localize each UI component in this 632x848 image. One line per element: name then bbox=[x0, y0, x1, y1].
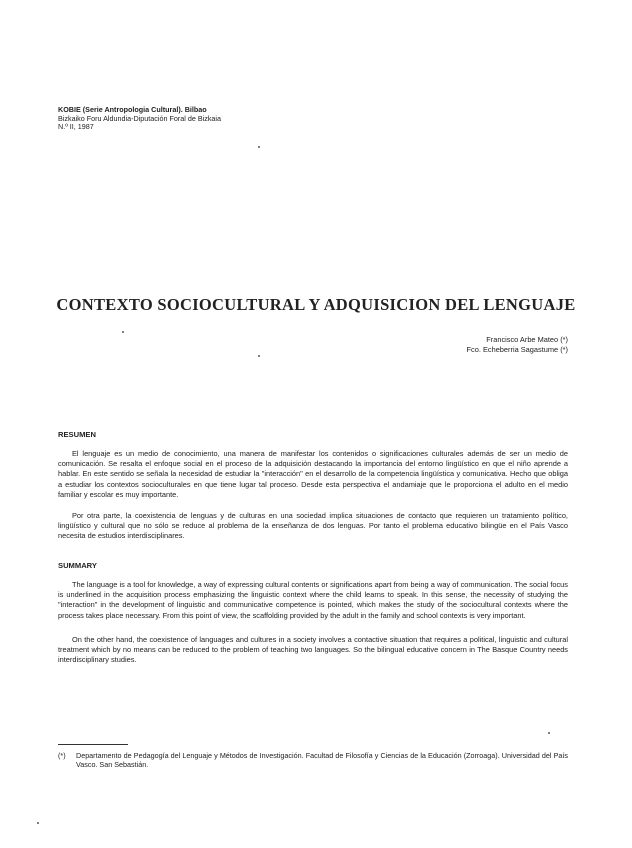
summary-paragraph-1: The language is a tool for knowledge, a way of expressing cultural contents or significations apart from being a way of communication. The social focus is underlined in the acquisition process emphasizing the linguistic context where the child learns to speak. In this sense, the necessity of studying the "interaction" in the development of linguistic and communicative competence is pointed, which makes the study of the sociocultural contexts where the process takes place necessary. From this point of view, the scaffolding provided by the adult in the family and school contexts is very important. bbox=[58, 580, 568, 620]
footnote-text: Departamento de Pedagogía del Lenguaje y Métodos de Investigación. Facultad de Filosofía y Ciencias de la Educación (Zorroaga). Universidad del País Vasco. San Sebastián. bbox=[76, 751, 568, 770]
header-journal: KOBIE (Serie Antropologia Cultural). Bilbao bbox=[58, 105, 207, 114]
article-title: CONTEXTO SOCIOCULTURAL Y ADQUISICION DEL LENGUAJE bbox=[56, 295, 576, 314]
publication-header bbox=[58, 106, 318, 132]
footnote-rule bbox=[58, 744, 128, 745]
footnote-mark: (*) bbox=[58, 751, 66, 760]
summary-paragraph-2: On the other hand, the coexistence of languages and cultures in a society involves a contactive situation that requires a political, linguistic and cultural treatment which by no means can be reduced to the problem of teaching two languages. So the bilingual educative concern in The Basque Country needs interdisciplinary studies. bbox=[58, 635, 568, 665]
scan-speck bbox=[548, 732, 550, 734]
author-2: Fco. Echeberria Sagastume (*) bbox=[466, 345, 568, 354]
footnote bbox=[58, 751, 568, 770]
header-publisher: Bizkaiko Foru Aldundia-Diputación Foral de Bizkaia bbox=[58, 113, 221, 123]
author-1: Francisco Arbe Mateo (*) bbox=[486, 335, 568, 344]
resumen-paragraph-1: El lenguaje es un medio de conocimiento, una manera de manifestar los contenidos o significaciones culturales además de ser un medio de comunicación. Se resalta el enfoque social en el proceso de la adquisición destacando la importancia del entorno lingüístico en que el niño aprende a hablar. En este sentido se señala la necesidad de estudiar la "interacción" en el desarrollo de la competencia lingüística y comunicativa. Hecho que obliga a estudiar los contextos socioculturales en que tiene lugar tal proceso. Desde esta perspectiva el andamiaje que le proporciona el adulto en el medio familiar y escolar es muy importante. bbox=[58, 449, 568, 499]
summary-heading: SUMMARY bbox=[58, 561, 97, 570]
header-issue: N.º II, 1987 bbox=[58, 122, 94, 132]
author-list bbox=[467, 335, 568, 355]
scan-speck bbox=[37, 822, 39, 824]
resumen-heading: RESUMEN bbox=[58, 430, 96, 439]
scan-speck bbox=[122, 331, 124, 333]
resumen-paragraph-2: Por otra parte, la coexistencia de lenguas y de culturas en una sociedad implica situaciones de contacto que requieren un tratamiento político, lingüístico y cultural que no sólo se reduce al problema de la enseñanza de dos lenguas. Por tanto el problema educativo bilingüe en el País Vasco necesita de estudios interdisciplinares. bbox=[58, 511, 568, 541]
scan-speck bbox=[258, 355, 260, 357]
scan-speck bbox=[258, 146, 260, 148]
